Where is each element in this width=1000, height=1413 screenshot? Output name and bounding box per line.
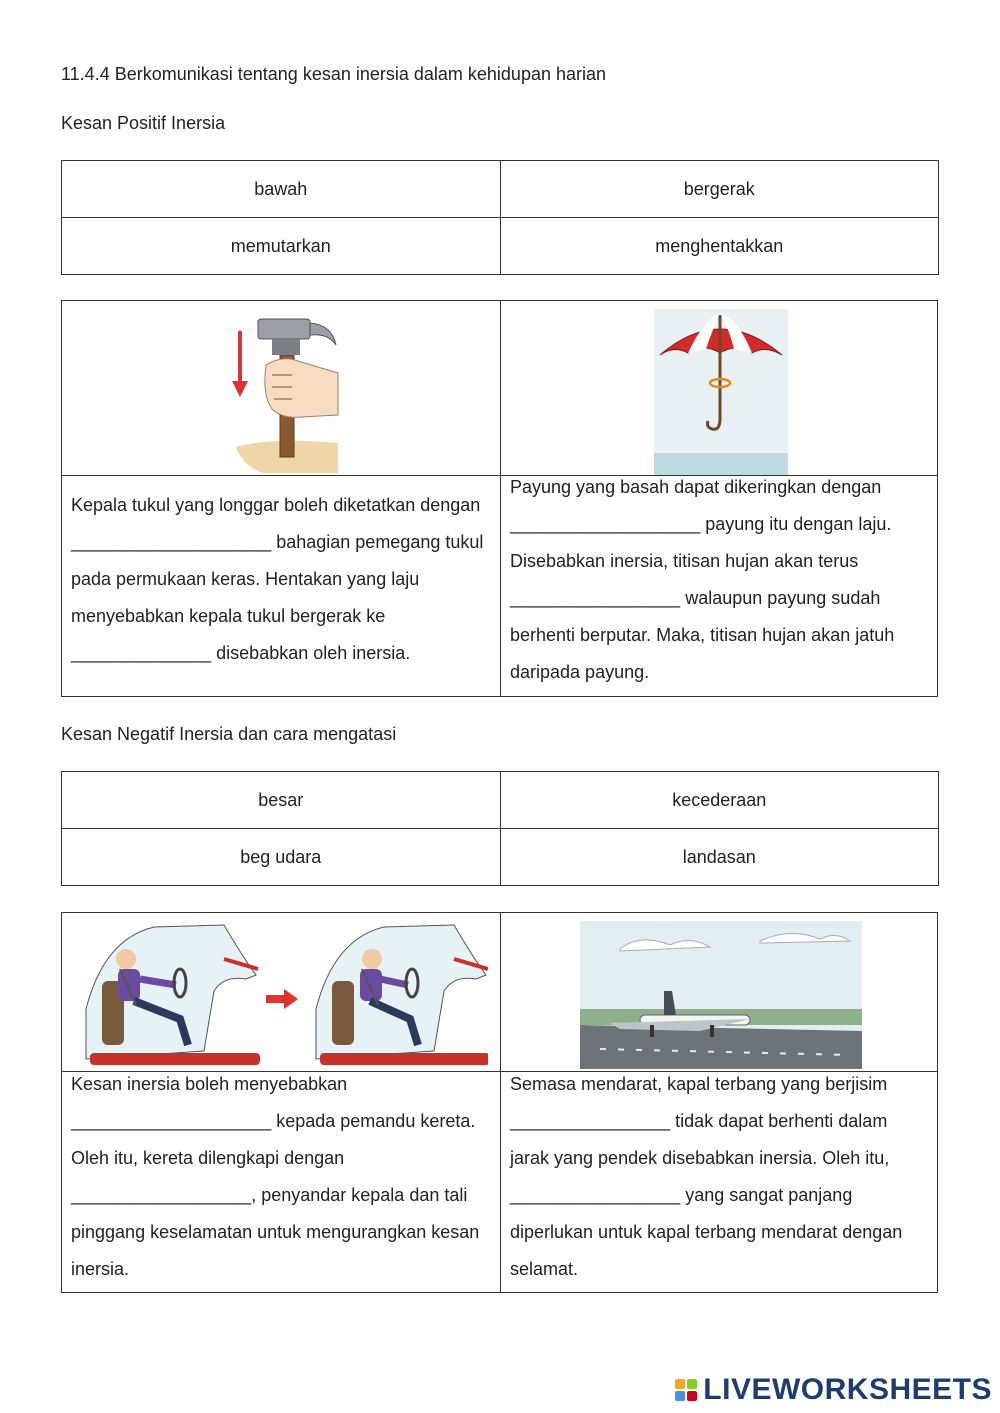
airplane-runway-illustration	[580, 921, 862, 1069]
section-negative-heading: Kesan Negatif Inersia dan cara mengatasi	[61, 724, 397, 744]
umbrella-paragraph	[510, 469, 934, 691]
positive-effects-grid	[61, 300, 938, 697]
hammer-illustration	[232, 309, 344, 473]
car-line-5: pinggang keselamatan untuk mengurangkan kesan	[71, 1222, 480, 1242]
liveworksheets-logo[interactable]	[675, 1373, 992, 1407]
hammer-line-5-text: disebabkan oleh inersia.	[211, 643, 411, 663]
plane-blank-2[interactable]: _________________	[510, 1185, 681, 1205]
negative-effects-grid	[61, 912, 938, 1293]
car-line-3: Oleh itu, kereta dilengkapi dengan	[71, 1148, 345, 1168]
hammer-paragraph	[71, 487, 491, 672]
word-landasan: landasan	[500, 829, 939, 886]
car-line-1: Kesan inersia boleh menyebabkan	[71, 1074, 348, 1094]
umbrella-line-2	[510, 506, 934, 543]
plane-line-5: diperlukan untuk kapal terbang mendarat dengan	[510, 1222, 903, 1242]
word-besar: besar	[62, 772, 501, 829]
wordbank-negative	[61, 771, 939, 886]
plane-line-2	[510, 1103, 934, 1140]
word-kecederaan: kecederaan	[500, 772, 939, 829]
umbrella-line-3: Disebabkan inersia, titisan hujan akan terus	[510, 551, 859, 571]
plane-line-2-text: tidak dapat berhenti dalam	[670, 1111, 888, 1131]
umbrella-line-1: Payung yang basah dapat dikeringkan dengan	[510, 477, 882, 497]
word-bawah: bawah	[62, 161, 501, 218]
umbrella-line-5: berhenti berputar. Maka, titisan hujan akan jatuh	[510, 625, 895, 645]
plane-line-3: jarak yang pendek disebabkan inersia. Oleh itu,	[510, 1148, 890, 1168]
word-beg-udara: beg udara	[62, 829, 501, 886]
hammer-blank-2[interactable]: ______________	[71, 643, 212, 663]
hammer-line-2	[71, 524, 491, 561]
hammer-blank-1[interactable]: ____________________	[71, 532, 272, 552]
umbrella-blank-1[interactable]: ___________________	[510, 514, 701, 534]
objective-heading: 11.4.4 Berkomunikasi tentang kesan inersia dalam kehidupan harian	[61, 64, 607, 84]
car-paragraph	[71, 1066, 495, 1288]
plane-line-4	[510, 1177, 934, 1214]
hammer-line-5	[71, 635, 491, 672]
plane-paragraph	[510, 1066, 934, 1288]
hammer-line-3: pada permukaan keras. Hentakan yang laju	[71, 569, 420, 589]
car-blank-1[interactable]: ____________________	[71, 1111, 272, 1131]
wordbank-positive	[61, 160, 939, 275]
umbrella-blank-2[interactable]: _________________	[510, 588, 681, 608]
word-bergerak: bergerak	[500, 161, 939, 218]
word-menghentakkan: menghentakkan	[500, 218, 939, 275]
car-line-2	[71, 1103, 495, 1140]
umbrella-line-6: daripada payung.	[510, 662, 650, 682]
car-line-2-text: kepada pemandu kereta.	[271, 1111, 476, 1131]
car-inertia-illustration	[84, 919, 488, 1071]
section-positive-heading: Kesan Positif Inersia	[61, 113, 226, 133]
brand-name: LIVEWORKSHEETS	[703, 1373, 992, 1406]
plane-blank-1[interactable]: ________________	[510, 1111, 671, 1131]
car-line-4	[71, 1177, 495, 1214]
car-blank-2[interactable]: __________________	[71, 1185, 252, 1205]
umbrella-line-4-text: walaupun payung sudah	[680, 588, 881, 608]
hammer-line-2-text: bahagian pemegang tukul	[271, 532, 484, 552]
liveworksheets-mark-icon	[675, 1379, 697, 1401]
umbrella-line-2-text: payung itu dengan laju.	[700, 514, 892, 534]
hammer-line-1: Kepala tukul yang longgar boleh diketatkan dengan	[71, 495, 481, 515]
plane-line-4-text: yang sangat panjang	[680, 1185, 853, 1205]
car-line-4-text: , penyandar kepala dan tali	[251, 1185, 468, 1205]
hammer-line-4: menyebabkan kepala tukul bergerak ke	[71, 606, 386, 626]
car-line-6: inersia.	[71, 1259, 130, 1279]
umbrella-illustration	[654, 309, 788, 475]
plane-line-1: Semasa mendarat, kapal terbang yang berjisim	[510, 1074, 888, 1094]
plane-line-6: selamat.	[510, 1259, 579, 1279]
umbrella-line-4	[510, 580, 934, 617]
word-memutarkan: memutarkan	[62, 218, 501, 275]
